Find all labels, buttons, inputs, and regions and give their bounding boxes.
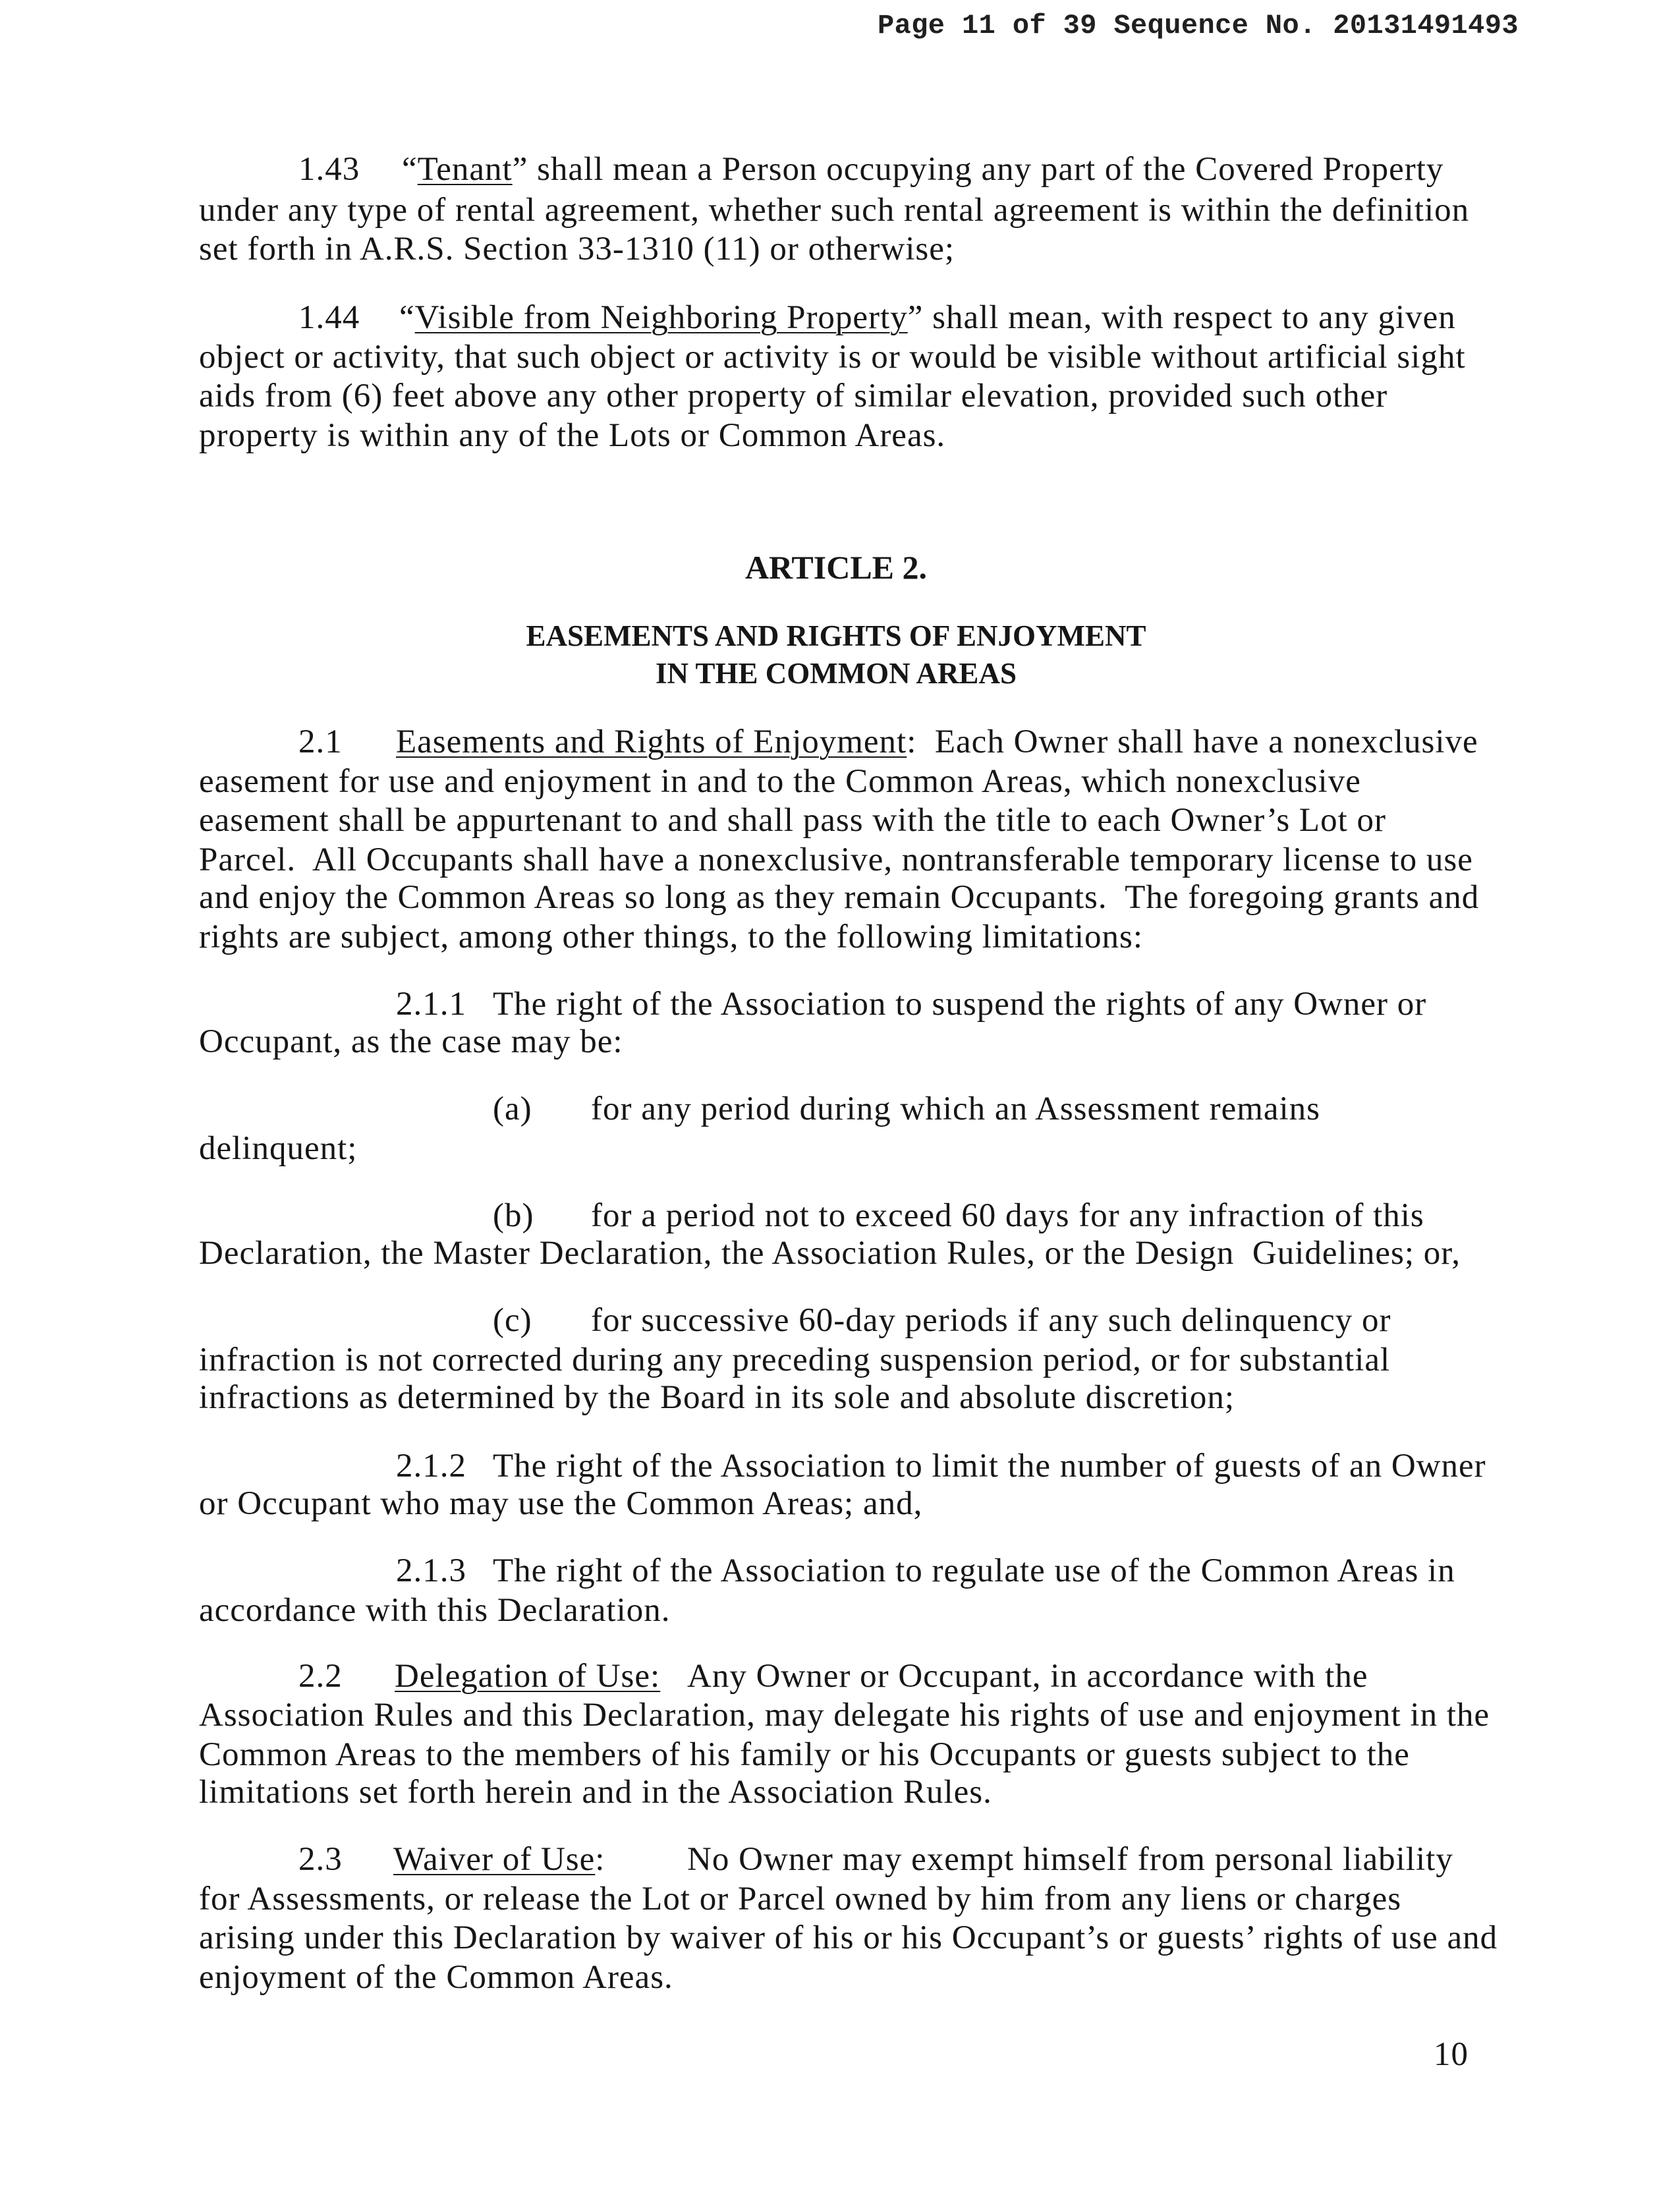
open-quote: “ <box>399 299 415 336</box>
section-heading-wrap <box>393 1840 605 1879</box>
paragraph-line: delinquent; <box>199 1130 358 1167</box>
section-number: 2.3 <box>298 1841 343 1878</box>
paragraph-line: for Assessments, or release the Lot or Parcel owned by him from any liens or charges <box>199 1881 1402 1917</box>
defined-term: Tenant <box>417 151 513 188</box>
paragraph-line: Occupant, as the case may be: <box>199 1023 623 1060</box>
paragraph-line: easement for use and enjoyment in and to the Common Areas, which nonexclusive <box>199 763 1361 800</box>
definition-text: ” shall mean a Person occupying any part of the Covered Property <box>512 151 1444 188</box>
section-text: No Owner may exempt himself from personal liability <box>687 1841 1453 1878</box>
definition-text: ” shall mean, with respect to any given <box>907 299 1456 336</box>
subsection-number: 2.1.3 <box>396 1552 466 1589</box>
paragraph-line: limitations set forth herein and in the Association Rules. <box>199 1774 992 1811</box>
section-number: 1.43 <box>298 151 360 188</box>
open-quote: “ <box>402 151 418 188</box>
section-heading: Easements and Rights of Enjoyment <box>396 723 907 760</box>
section-heading: Waiver of Use <box>393 1841 596 1878</box>
article-title-line-1: EASEMENTS AND RIGHTS OF ENJOYMENT <box>526 619 1146 652</box>
paragraph-line: under any type of rental agreement, whether such rental agreement is within the definition <box>199 192 1470 229</box>
item-label-c: (c) <box>493 1302 532 1339</box>
paragraph-line: arising under this Declaration by waiver of his or his Occupant’s or guests’ rights of use and <box>199 1919 1498 1956</box>
article-label: ARTICLE 2. <box>744 549 928 586</box>
section-text: Any Owner or Occupant, in accordance with the <box>687 1658 1368 1695</box>
paragraph-line: accordance with this Declaration. <box>199 1592 671 1629</box>
paragraph-line: Parcel. All Occupants shall have a nonexclusive, nontransferable temporary license to use <box>199 841 1473 878</box>
paragraph-line: infractions as determined by the Board in its sole and absolute discretion; <box>199 1379 1235 1416</box>
subsection-text: The right of the Association to suspend the rights of any Owner or <box>493 986 1427 1023</box>
article-title-line-2: IN THE COMMON AREAS <box>656 657 1017 690</box>
paragraph-line: and enjoy the Common Areas so long as they remain Occupants. The foregoing grants and <box>199 879 1480 916</box>
defined-term: Visible from Neighboring Property <box>414 299 908 336</box>
paragraph-line: Declaration, the Master Declaration, the Association Rules, or the Design Guidelines; or, <box>199 1235 1461 1272</box>
section-first-line <box>396 722 1478 762</box>
section-number: 1.44 <box>298 299 360 336</box>
item-text: for any period during which an Assessment remains <box>591 1090 1321 1127</box>
item-text: for a period not to exceed 60 days for any infraction of this <box>591 1197 1424 1234</box>
item-label-a: (a) <box>493 1090 532 1127</box>
section-heading: Delegation of Use: <box>395 1658 661 1695</box>
subsection-text: The right of the Association to regulate use of the Common Areas in <box>493 1552 1455 1589</box>
paragraph-line: enjoyment of the Common Areas. <box>199 1959 673 1996</box>
paragraph-line: rights are subject, among other things, to the following limitations: <box>199 919 1144 955</box>
definition-first-line <box>399 298 1456 337</box>
paragraph-line: Common Areas to the members of his family or his Occupants or guests subject to the <box>199 1736 1410 1773</box>
paragraph-line: set forth in A.R.S. Section 33-1310 (11) or otherwise; <box>199 231 955 268</box>
section-text: : Each Owner shall have a nonexclusive <box>907 723 1478 760</box>
section-number: 2.2 <box>298 1658 343 1695</box>
definition-first-line <box>402 150 1443 189</box>
paragraph-line: object or activity, that such object or activity is or would be visible without artificial sight <box>199 339 1466 376</box>
paragraph-line: easement shall be appurtenant to and shall pass with the title to each Owner’s Lot or <box>199 802 1386 839</box>
heading-colon: : <box>595 1841 605 1878</box>
section-number: 2.1 <box>298 723 343 760</box>
paragraph-line: property is within any of the Lots or Common Areas. <box>199 417 946 454</box>
item-text: for successive 60-day periods if any such delinquency or <box>591 1302 1391 1339</box>
subsection-text: The right of the Association to limit the number of guests of an Owner <box>493 1448 1486 1485</box>
page-sequence-stamp: Page 11 of 39 Sequence No. 20131491493 <box>878 10 1519 42</box>
item-label-b: (b) <box>493 1197 534 1234</box>
page-number: 10 <box>1434 2036 1469 2073</box>
paragraph-line: or Occupant who may use the Common Areas; and, <box>199 1485 923 1522</box>
paragraph-line: aids from (6) feet above any other property of similar elevation, provided such other <box>199 378 1388 414</box>
subsection-number: 2.1.2 <box>396 1448 466 1485</box>
paragraph-line: infraction is not corrected during any preceding suspension period, or for substantial <box>199 1342 1391 1378</box>
paragraph-line: Association Rules and this Declaration, may delegate his rights of use and enjoyment in the <box>199 1697 1490 1734</box>
subsection-number: 2.1.1 <box>396 986 466 1023</box>
